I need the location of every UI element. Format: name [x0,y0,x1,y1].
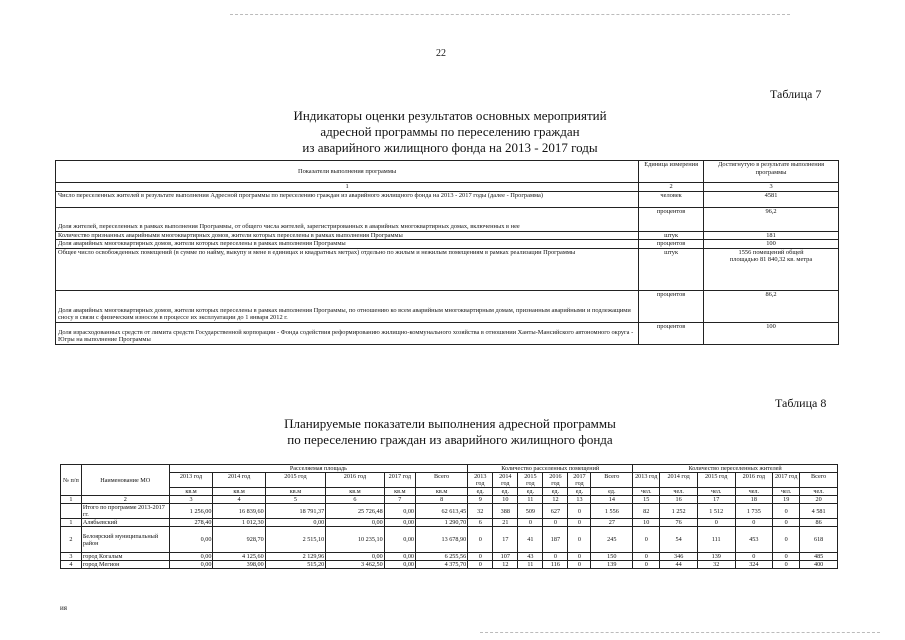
table8-row [61,561,838,569]
table8-cell: 4 125,60 [213,553,265,561]
table8-cell: 25 726,48 [326,504,384,519]
table8-cell: 76 [660,519,698,527]
table8-cell: 0 [633,561,660,569]
table8-cell: 1 290,70 [416,519,468,527]
table8-index-cell: 15 [633,496,660,504]
table8-index-cell: 14 [591,496,633,504]
table8-cell: 928,70 [213,527,265,553]
table8-unit-area: кв.м [265,488,326,496]
table8-title-line: по переселению граждан из аварийного жилищного фонда [287,432,613,447]
table8-cell: 0 [633,527,660,553]
table8-cell: 0,00 [384,504,415,519]
table8-index-cell: 12 [543,496,568,504]
table8-cell: 346 [660,553,698,561]
table8-area-year: 2015 год [265,473,326,488]
table8-cell: 32 [697,561,735,569]
table8-area-year: 2014 год [213,473,265,488]
table7-title-line: из аварийного жилищного фонда на 2013 - 2017 годы [302,140,598,155]
table8-row-mo: город Мегион [81,561,169,569]
table8-cell: 0 [773,553,800,561]
table8-cell: 62 613,45 [416,504,468,519]
scan-artifact-line [230,14,790,15]
table8-cell: 10 235,10 [326,527,384,553]
table8-cell: 43 [518,553,543,561]
table8-cell: 0 [568,504,591,519]
table8-cell: 0 [773,561,800,569]
table8-cell: 10 [633,519,660,527]
table8-area-year: 2017 год [384,473,415,488]
table8-index-cell: 2 [81,496,169,504]
table8-header-num: № п/п [61,465,82,496]
table8-cell: 187 [543,527,568,553]
table8-unit-people: чел. [697,488,735,496]
table7-row-text: Число переселенных жителей в результате выполнения Адресной программы по переселению граждан из аварийного жилищного фонда на 2013 - 2017 годы (далее - Программа) [56,191,639,207]
table8-cell: 0 [568,561,591,569]
table8-cell: 0 [735,553,773,561]
table8-cell: 107 [493,553,518,561]
table8-unit-people: чел. [735,488,773,496]
table8-index-cell: 10 [493,496,518,504]
table8-cell: 32 [468,504,493,519]
table8-row [61,519,838,527]
table8-cell: 0,00 [265,519,326,527]
table8-cell: 0 [543,519,568,527]
page-footer-fragment: ия [60,604,67,612]
table7-row-unit: штук [639,231,704,240]
table8-cell: 82 [633,504,660,519]
table7-row-value: 100 [704,240,839,249]
table8-unit-area: кв.м [384,488,415,496]
table8-index-cell: 5 [265,496,326,504]
table8-rooms-year: 2017 год [568,473,591,488]
table8-unit-people: чел. [633,488,660,496]
table8-cell: 18 791,37 [265,504,326,519]
table8-cell: 150 [591,553,633,561]
table8-cell: 485 [800,553,838,561]
table8-rooms-year: 2016 год [543,473,568,488]
table8-row-num: 2 [61,527,82,553]
table8-index-cell: 18 [735,496,773,504]
table8-index-cell: 16 [660,496,698,504]
table8-index-cell: 7 [384,496,415,504]
table8-unit-rooms: ед. [468,488,493,496]
table7-label: Таблица 7 [770,87,822,101]
table8-cell: 0,00 [384,561,415,569]
table8-people-year: 2015 год [697,473,735,488]
table7-index: 2 [639,183,704,192]
table8-title-line: Планируемые показатели выполнения адресной программы [284,416,616,431]
table8-cell: 6 255,56 [416,553,468,561]
table8-unit-people: чел. [773,488,800,496]
table8-cell: 21 [493,519,518,527]
table7-header: Показатели выполнения программы [56,161,639,183]
table7-row-value: 86,2 [704,290,839,322]
table8-people-year: 2017 год [773,473,800,488]
table8-people-year: Всего [800,473,838,488]
table8-cell: 139 [591,561,633,569]
table7-title [230,108,670,156]
table8-cell: 0,00 [326,553,384,561]
table7-title-line: адресной программы по переселению граждан [320,124,580,139]
table8-unit-area: кв.м [213,488,265,496]
table7-title-line: Индикаторы оценки результатов основных мероприятий [293,108,607,123]
table7-row-unit: человек [639,191,704,207]
table8-row-num [61,504,82,519]
table8-row [61,527,838,553]
table8-cell: 0,00 [384,519,415,527]
table8-cell: 0 [568,519,591,527]
table8-row-num: 1 [61,519,82,527]
table8-unit-people: чел. [800,488,838,496]
table8-cell: 4 375,70 [416,561,468,569]
table7-row-unit: процентов [639,322,704,344]
table7-index: 3 [704,183,839,192]
table8-row-num: 4 [61,561,82,569]
table8-cell: 0,00 [326,519,384,527]
table8-cell: 0 [468,561,493,569]
table8-people-year: 2013 год [633,473,660,488]
table8-index-cell: 13 [568,496,591,504]
table8-cell: 1 556 [591,504,633,519]
table8-cell: 0 [568,553,591,561]
table7-row-text: Доля аварийных многоквартирных домов, жители которых переселены в рамках выполнения Программы, по отношению ко всем аварийным многоквартирным домам, признанным аварийными и подлежащими сносу в связи с физическим износом в процессе их эксплуатации до 1 января 2012 г. [56,290,639,322]
table8-cell: 509 [518,504,543,519]
table8-row-num: 3 [61,553,82,561]
table8-row-mo: Итого по программе 2013-2017 гг. [81,504,169,519]
table8-index-cell: 9 [468,496,493,504]
table8-cell: 398,00 [213,561,265,569]
table8-cell: 1 012,30 [213,519,265,527]
table8-unit-people: чел. [660,488,698,496]
table8-cell: 627 [543,504,568,519]
table7-row-text: Количество признанных аварийными многоквартирных домов, жители которых переселены в рамках выполнения Программы [56,231,639,240]
table8-unit-rooms: ед. [493,488,518,496]
table8-header-mo: Наименование МО [81,465,169,496]
table8-header-people: Количество переселенных жителей [633,465,838,473]
table7-row-text: Доля израсходованных средств от лимита средств Государственной корпорации - Фонда содействия реформированию жилищно-коммунального хозяйства в отношении Ханты-Мансийского автономного округа - Югры на выполнение Программы [56,322,639,344]
table7-row-value: 1556 помещений общей площадью 81 840,32 кв. метра [704,248,839,290]
table8-unit-area: кв.м [326,488,384,496]
table8-cell: 41 [518,527,543,553]
table8-cell: 0 [735,519,773,527]
table8-cell: 515,20 [265,561,326,569]
table8-label: Таблица 8 [775,396,827,410]
table8-cell: 6 [468,519,493,527]
table8-people-year: 2016 год [735,473,773,488]
table8-cell: 0 [518,519,543,527]
table8-index-cell: 11 [518,496,543,504]
table8-cell: 0 [568,527,591,553]
table8-cell: 1 256,00 [169,504,213,519]
table8-cell: 54 [660,527,698,553]
table7-row-value: 4581 [704,191,839,207]
table8-cell: 1 735 [735,504,773,519]
table8-area-year: 2016 год [326,473,384,488]
table8-header-area: Расселяемая площадь [169,465,468,473]
table8-cell: 3 462,50 [326,561,384,569]
table8-unit-area: кв.м [416,488,468,496]
table8-cell: 388 [493,504,518,519]
table8-cell: 13 678,90 [416,527,468,553]
table8-cell: 116 [543,561,568,569]
table7-header: Достигнутую в результате выполнения программы [704,161,839,183]
table7-row-unit: процентов [639,207,704,231]
table8-unit-rooms: ед. [591,488,633,496]
table8-unit-area: кв.м [169,488,213,496]
table7-header: Единица измерения [639,161,704,183]
table8-cell: 278,40 [169,519,213,527]
table8-cell: 44 [660,561,698,569]
table8-cell: 2 515,10 [265,527,326,553]
table8-cell: 17 [493,527,518,553]
table8-cell: 453 [735,527,773,553]
table8-rooms-year: Всего [591,473,633,488]
table8-unit-rooms: ед. [568,488,591,496]
table8-cell: 0 [468,553,493,561]
table8-area-year: 2013 год [169,473,213,488]
table8-cell: 0 [543,553,568,561]
table8-cell: 0,00 [169,527,213,553]
table8-cell: 0,00 [384,553,415,561]
table7-row-text: Общее число освобожденных помещений (в сумме по найму, выкупу и мене в единицах и квадратных метрах) отдельно по жилым и нежилым помещениям в рамках реализации Программы [56,248,639,290]
table8-cell: 0 [633,553,660,561]
table7-index: 1 [56,183,639,192]
table8-row-mo: Белоярский муниципальный район [81,527,169,553]
table8-cell: 11 [518,561,543,569]
table8-people-year: 2014 год [660,473,698,488]
table8-area-year: Всего [416,473,468,488]
table8-cell: 111 [697,527,735,553]
table7 [55,160,839,345]
table8-cell: 4 581 [800,504,838,519]
table8-cell: 618 [800,527,838,553]
table8-index-cell: 17 [697,496,735,504]
table8-header-rooms: Количество расселенных помещений [468,465,633,473]
table8-cell: 0 [697,519,735,527]
scan-artifact-line [480,632,880,633]
table8-cell: 0,00 [169,561,213,569]
table8-rooms-year: 2014 год [493,473,518,488]
table8-rooms-year: 2015 год [518,473,543,488]
table7-row-value: 100 [704,322,839,344]
page-number: 22 [436,48,446,59]
table8-unit-rooms: ед. [543,488,568,496]
table8-row [61,504,838,519]
table7-row-unit: штук [639,248,704,290]
table7-row-unit: процентов [639,290,704,322]
table8-cell: 0 [773,519,800,527]
table8-cell: 0 [468,527,493,553]
table8-cell: 12 [493,561,518,569]
table7-row-text: Доля аварийных многоквартирных домов, жители которых переселены в рамках выполнения Программы [56,240,639,249]
table8-row-mo: Алябьевский [81,519,169,527]
table8-cell: 0 [773,527,800,553]
table7-row-unit: процентов [639,240,704,249]
table8-cell: 0,00 [384,527,415,553]
table8-title [225,416,675,448]
table8-index-cell: 19 [773,496,800,504]
table7-row-value: 96,2 [704,207,839,231]
table8-unit-rooms: ед. [518,488,543,496]
table8-index-cell: 1 [61,496,82,504]
table8-row [61,553,838,561]
table8 [60,464,838,569]
table8-index-cell: 4 [213,496,265,504]
table8-cell: 324 [735,561,773,569]
table8-cell: 0 [773,504,800,519]
table8-rooms-year: 2013 год [468,473,493,488]
table8-index-cell: 8 [416,496,468,504]
table8-cell: 245 [591,527,633,553]
table8-cell: 400 [800,561,838,569]
table7-row-value: 181 [704,231,839,240]
table8-index-cell: 20 [800,496,838,504]
table8-cell: 2 129,96 [265,553,326,561]
table8-cell: 27 [591,519,633,527]
table8-row-mo: город Когалым [81,553,169,561]
table8-index-cell: 3 [169,496,213,504]
table8-cell: 1 252 [660,504,698,519]
table7-row-text: Доля жителей, переселенных в рамках выполнения Программы, от общего числа жителей, зарегистрированных в аварийных многоквартирных домах, включенных в нее [56,207,639,231]
table8-cell: 139 [697,553,735,561]
table8-cell: 86 [800,519,838,527]
table8-cell: 16 839,60 [213,504,265,519]
table8-cell: 0,00 [169,553,213,561]
table8-index-cell: 6 [326,496,384,504]
table8-cell: 1 512 [697,504,735,519]
